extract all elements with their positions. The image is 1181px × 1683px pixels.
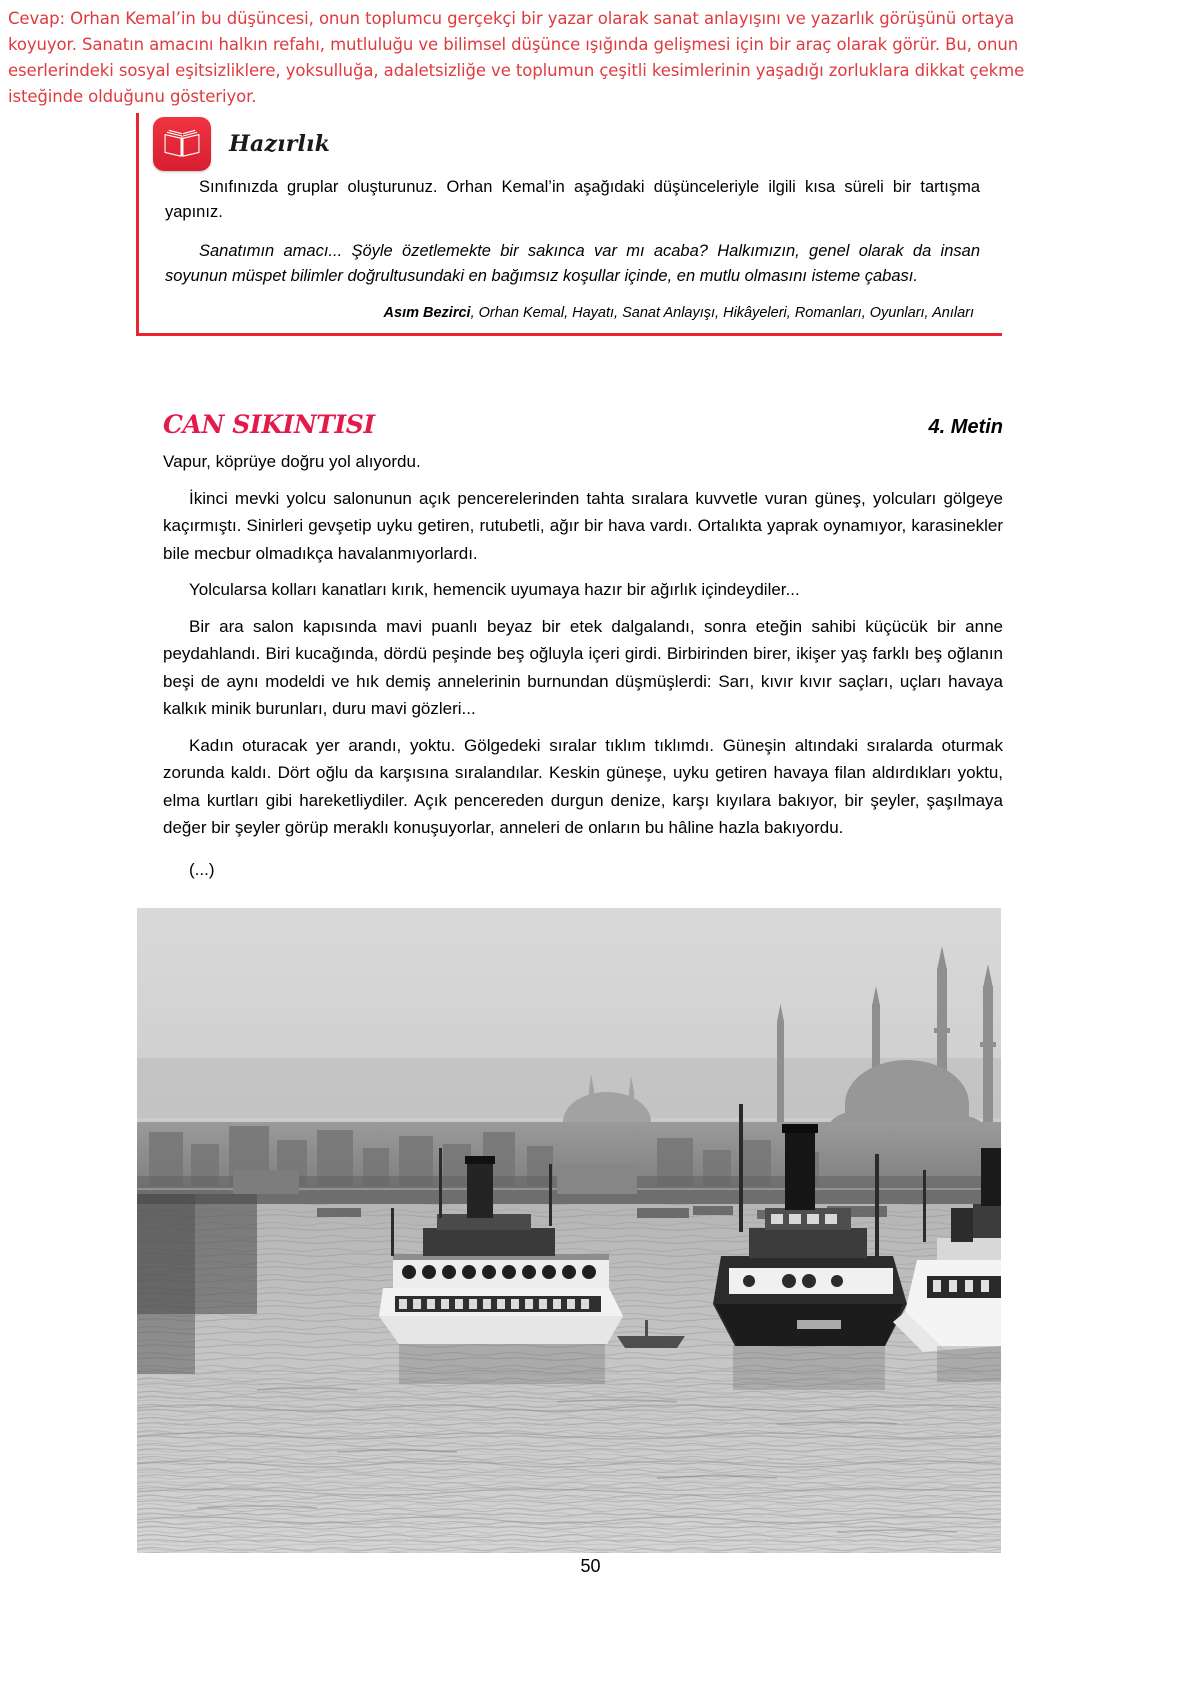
hazirlik-title: Hazırlık bbox=[229, 131, 331, 157]
hazirlik-content bbox=[139, 175, 1002, 321]
story-paragraph: Yolcularsa kolları kanatları kırık, hemencik uyumaya hazır bir ağırlık içindeydiler... bbox=[189, 580, 800, 600]
continuation-mark: (...) bbox=[189, 859, 215, 879]
hazirlik-header bbox=[139, 113, 1002, 175]
open-book-icon bbox=[153, 117, 211, 171]
story-paragraph: Bir ara salon kapısında mavi puanlı beyaz bir etek dalgalandı, sonra eteğin sahibi küçücük bir anne peydahlandı. Biri kucağında, dördü peşinde beş oğluyla içeri girdi. Birbirinden birer, ikişer yaş farklı beş oğlanın beşi de aynı modeldi ve hık demiş annelerinin burnundan düşmüşlerdi: Sarı, kıvır kıvır saçları, uçları havaya kalkık minik burunları, duru mavi gözleri... bbox=[163, 616, 1003, 719]
story-paragraph: Kadın oturacak yer arandı, yoktu. Gölgedeki sıralar tıklım tıklımdı. Güneşin altındaki sıralarda oturmak zorunda kaldı. Dört oğlu da karşısına sıralandılar. Keskin güneşe, uyku getiren havaya filan aldırdıkları yoktu, elma kurtları gibi hareketliydiler. Açık pencereden durgun denize, karşı kıyılara bakıyor, bir şeyler, şaşılmaya değer bir şeyler görüp meraklı konuşuyorlar, anneleri de onların bu hâline hazla bakıyordu. bbox=[163, 735, 1003, 838]
text-index-label: 4. Metin bbox=[928, 416, 1003, 438]
answer-paragraph: Cevap: Orhan Kemal’in bu düşüncesi, onun toplumcu gerçekçi bir yazar olarak sanat anlayışını ve yazarlık görüşünü ortaya koyuyor. Sanatın amacını halkın refahı, mutluluğu ve bilimsel düşünce ışığında gelişmesi için bir araç olarak görür. Bu, onun eserlerindeki sosyal eşitsizliklere, yoksulluğa, adaletsizliğe ve toplumun çeşitli kesimlerinin yaşadığı zorluklara dikkat çekme isteğinde olduğunu gösteriyor. bbox=[8, 9, 1025, 107]
story-title: CAN SIKINTISI bbox=[163, 410, 375, 439]
hazirlik-source bbox=[165, 305, 980, 321]
hazirlik-box bbox=[136, 113, 1002, 336]
story-body bbox=[163, 448, 1003, 892]
istanbul-ferries-photo bbox=[137, 908, 1001, 1553]
page-number: 50 bbox=[580, 1556, 601, 1576]
story-paragraph: İkinci mevki yolcu salonunun açık pencerelerinden tahta sıralara kuvvetle vuran güneş, yolcuları gölgeye kaçırmıştı. Sinirleri gevşetip uyku getiren, rutubetli, ağır bir hava vardı. Ortalıkta yaprak oynamıyor, karasinekler bile mecbur olmadıkça havalanmıyorlardı. bbox=[163, 488, 1003, 563]
source-author: Asım Bezirci bbox=[383, 305, 471, 322]
hazirlik-quote: Sanatımın amacı... Şöyle özetlemekte bir sakınca var mı acaba? Halkımızın, genel olarak da insan soyunun müspet bilimler doğrultusundaki en bağımsız koşullar içinde, en mutlu olmasını isteme çabası. bbox=[165, 242, 980, 286]
story-heading bbox=[163, 410, 1003, 439]
source-reference: , Orhan Kemal, Hayatı, Sanat Anlayışı, Hikâyeleri, Romanları, Oyunları, Anıları bbox=[470, 305, 974, 322]
story-paragraph: Vapur, köprüye doğru yol alıyordu. bbox=[163, 452, 421, 471]
hazirlik-instruction: Sınıfınızda gruplar oluşturunuz. Orhan Kemal’in aşağıdaki düşünceleriyle ilgili kısa süreli bir tartışma yapınız. bbox=[165, 178, 980, 222]
